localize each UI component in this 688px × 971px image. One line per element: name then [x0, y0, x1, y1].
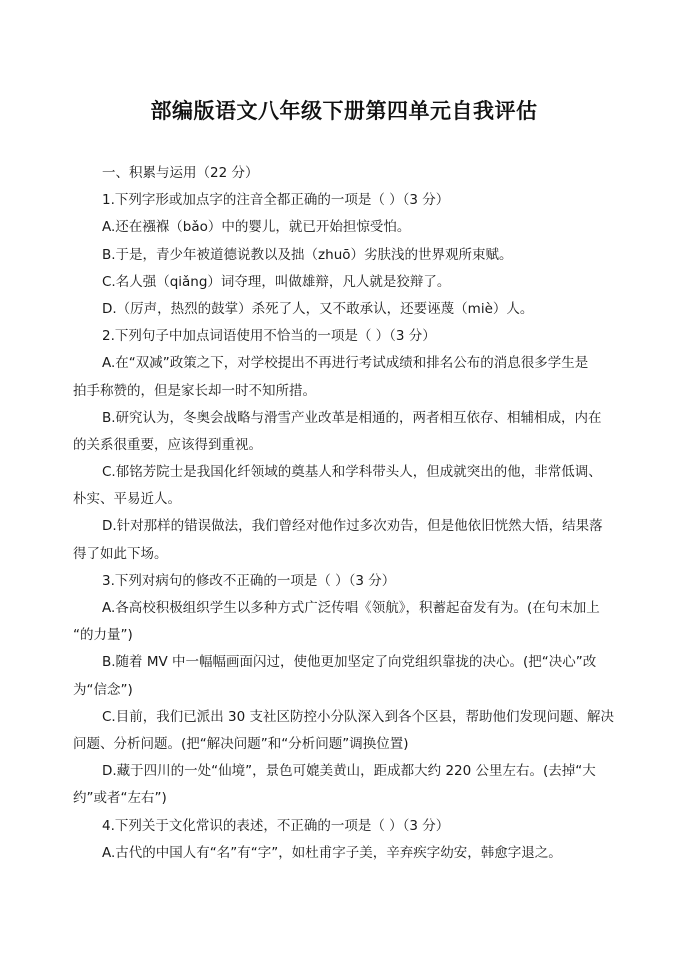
q2-option-d: D.针对那样的错误做法，我们曾经对他作过多次劝告，但是他依旧恍然大悟，结果落 [102, 518, 603, 535]
question-3: 3.下列对病句的修改不正确的一项是（ ）（3 分） [102, 572, 396, 589]
question-1: 1.下列字形或加点字的注音全都正确的一项是（ ）（3 分） [102, 192, 450, 209]
q2-option-b: B.研究认为，冬奥会战略与滑雪产业改革是相通的，两者相互依存、相辅相成，内在 [102, 409, 602, 426]
q2-option-b-cont: 的关系很重要，应该得到重视。 [73, 436, 262, 453]
q1-option-b: B.于是，青少年被道德说教以及拙（zhuō）劣肤浅的世界观所束赋。 [102, 246, 513, 263]
q3-option-c-cont: 问题、分析问题。(把“解决问题”和“分析问题”调换位置) [73, 735, 409, 752]
q3-option-b: B.随着 MV 中一幅幅画面闪过，使他更加坚定了向党组织靠拢的决心。(把“决心”改 [102, 654, 597, 671]
q3-option-a: A.各高校积极组织学生以多种方式广泛传唱《领航》，积蓄起奋发有为。(在句末加上 [102, 600, 600, 616]
q1-option-c: C.名人强（qiǎng）词夺理，叫做雄辩，凡人就是狡辩了。 [102, 273, 451, 290]
q2-option-d-cont: 得了如此下场。 [73, 545, 168, 562]
section-heading: 一、积累与运用（22 分） [102, 165, 259, 181]
q1-option-d: D.（厉声，热烈的鼓掌）杀死了人，又不敢承认，还要诬蔑（miè）人。 [102, 300, 534, 317]
q3-option-d-cont: 约”或者“左右”) [73, 790, 167, 807]
q3-option-b-cont: 为“信念”) [73, 681, 133, 698]
question-4: 4.下列关于文化常识的表述，不正确的一项是（ ）（3 分） [102, 817, 450, 834]
q1-option-a: A.还在襁褓（bǎo）中的婴儿，就已开始担惊受怕。 [102, 219, 411, 236]
q2-option-a: A.在“双减”政策之下，对学校提出不再进行考试成绩和排名公布的消息很多学生是 [102, 355, 589, 372]
q3-option-c: C.目前，我们已派出 30 支社区防控小分队深入到各个区县，帮助他们发现问题、解决 [102, 708, 614, 725]
question-2: 2.下列句子中加点词语使用不恰当的一项是（ ）（3 分） [102, 328, 436, 345]
q3-option-d: D.藏于四川的一处“仙境”，景色可媲美黄山，距成都大约 220 公里左右。(去掉“大 [102, 763, 596, 780]
q2-option-c-cont: 朴实、平易近人。 [73, 491, 181, 508]
q4-option-a: A.古代的中国人有“名”有“字”，如杜甫字子美，辛弃疾字幼安，韩愈字退之。 [102, 844, 562, 861]
page-title: 部编版语文八年级下册第四单元自我评估 [150, 99, 538, 123]
q2-option-c: C.郁铭芳院士是我国化纤领域的奠基人和学科带头人，但成就突出的他，非常低调、 [102, 464, 602, 481]
document-body [73, 160, 622, 867]
q3-option-a-cont: “的力量”) [73, 627, 133, 644]
q2-option-a-cont: 拍手称赞的，但是家长却一时不知所措。 [73, 382, 316, 399]
